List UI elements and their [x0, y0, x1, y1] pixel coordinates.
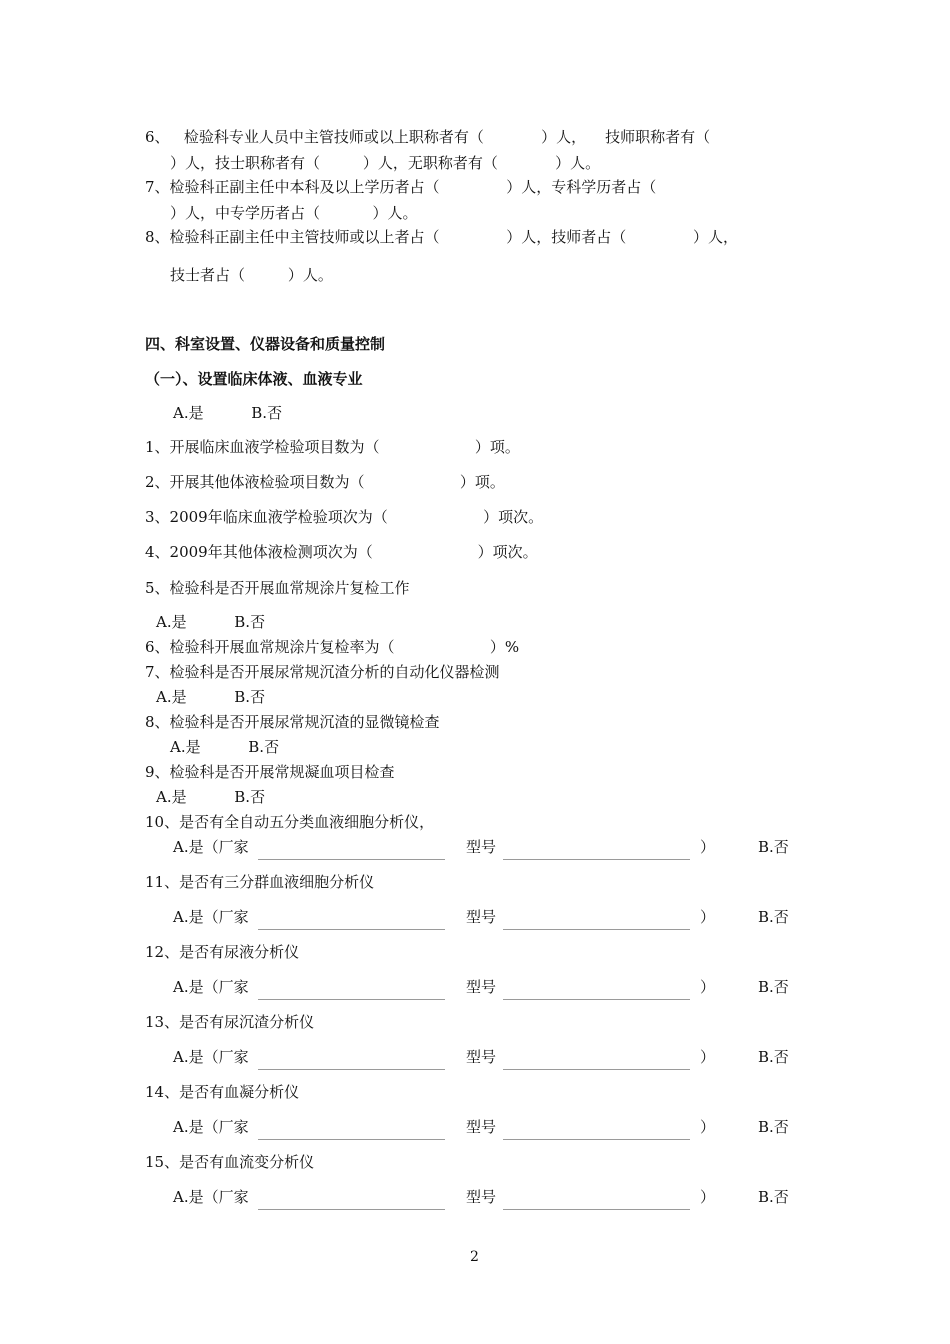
model-label: 型号	[466, 1188, 497, 1206]
question-6: 6、检验科开展血常规涂片复检率为（ ）%	[145, 638, 520, 656]
vendor-blank[interactable]	[258, 929, 445, 930]
vendor-blank[interactable]	[258, 1209, 445, 1210]
vendor-blank[interactable]	[258, 999, 445, 1000]
no-option: B.否	[758, 1048, 789, 1066]
close-paren: ）	[700, 908, 716, 926]
q8-line1: 8、检验科正副主任中主管技师或以上者占（ ）人，技师者占（ ）人，	[145, 228, 739, 246]
subsection-title: （一）、设置临床体液、血液专业	[145, 370, 363, 388]
equipment-answer-row	[0, 1043, 950, 1075]
equipment-question: 14、是否有血凝分析仪	[145, 1083, 300, 1101]
equipment-answer-row	[0, 1183, 950, 1215]
model-label: 型号	[466, 1048, 497, 1066]
model-label: 型号	[466, 978, 497, 996]
q6-line1: 6、 检验科专业人员中主管技师或以上职称者有（ ）人， 技师职称者有（	[145, 128, 711, 146]
close-paren: ）	[700, 1048, 716, 1066]
question-7-options: A.是 B.否	[156, 688, 266, 706]
model-blank[interactable]	[503, 1209, 690, 1210]
close-paren: ）	[700, 1118, 716, 1136]
no-option: B.否	[758, 908, 789, 926]
model-blank[interactable]	[503, 929, 690, 930]
close-paren: ）	[700, 1188, 716, 1206]
question-9-options: A.是 B.否	[156, 788, 266, 806]
model-blank[interactable]	[503, 1069, 690, 1070]
equipment-answer-row	[0, 973, 950, 1005]
close-paren: ）	[700, 838, 716, 856]
no-option: B.否	[758, 978, 789, 996]
question-1: 1、开展临床血液学检验项目数为（ ）项。	[145, 438, 520, 456]
model-label: 型号	[466, 908, 497, 926]
page-number: 2	[470, 1249, 479, 1265]
no-option: B.否	[758, 1118, 789, 1136]
equipment-answer-row	[0, 1113, 950, 1145]
q8-line2: 技士者占（ ）人。	[170, 266, 333, 284]
question-5: 5、检验科是否开展血常规涂片复检工作	[145, 579, 410, 597]
yes-vendor-label: A.是（厂家	[173, 1118, 249, 1136]
vendor-blank[interactable]	[258, 1069, 445, 1070]
equipment-question: 11、是否有三分群血液细胞分析仪	[145, 873, 375, 891]
question-2: 2、开展其他体液检验项目数为（ ）项。	[145, 473, 505, 491]
no-option: B.否	[758, 838, 789, 856]
yes-vendor-label: A.是（厂家	[173, 1048, 249, 1066]
question-5-options: A.是 B.否	[156, 613, 266, 631]
model-blank[interactable]	[503, 1139, 690, 1140]
model-blank[interactable]	[503, 999, 690, 1000]
close-paren: ）	[700, 978, 716, 996]
no-option: B.否	[758, 1188, 789, 1206]
question-4: 4、2009年其他体液检测项次为（ ）项次。	[145, 543, 538, 561]
model-blank[interactable]	[503, 859, 690, 860]
subsection-options: A.是 B.否	[173, 404, 283, 422]
model-label: 型号	[466, 1118, 497, 1136]
equipment-question: 15、是否有血流变分析仪	[145, 1153, 315, 1171]
yes-vendor-label: A.是（厂家	[173, 838, 249, 856]
q7-line2: ）人，中专学历者占（ ）人。	[170, 204, 418, 222]
question-8-options: A.是 B.否	[170, 738, 280, 756]
model-label: 型号	[466, 838, 497, 856]
yes-vendor-label: A.是（厂家	[173, 908, 249, 926]
yes-vendor-label: A.是（厂家	[173, 1188, 249, 1206]
equipment-question: 13、是否有尿沉渣分析仪	[145, 1013, 315, 1031]
equipment-question: 10、是否有全自动五分类血液细胞分析仪，	[145, 813, 435, 831]
q7-line1: 7、检验科正副主任中本科及以上学历者占（ ）人，专科学历者占（	[145, 178, 657, 196]
equipment-answer-row	[0, 903, 950, 935]
q6-line2: ）人，技士职称者有（ ）人，无职称者有（ ）人。	[170, 154, 601, 172]
equipment-answer-row	[0, 833, 950, 865]
question-7: 7、检验科是否开展尿常规沉渣分析的自动化仪器检测	[145, 663, 500, 681]
section-title: 四、科室设置、仪器设备和质量控制	[145, 335, 386, 353]
equipment-question: 12、是否有尿液分析仪	[145, 943, 300, 961]
question-8: 8、检验科是否开展尿常规沉渣的显微镜检查	[145, 713, 440, 731]
question-3: 3、2009年临床血液学检验项次为（ ）项次。	[145, 508, 544, 526]
vendor-blank[interactable]	[258, 859, 445, 860]
yes-vendor-label: A.是（厂家	[173, 978, 249, 996]
vendor-blank[interactable]	[258, 1139, 445, 1140]
question-9: 9、检验科是否开展常规凝血项目检查	[145, 763, 395, 781]
